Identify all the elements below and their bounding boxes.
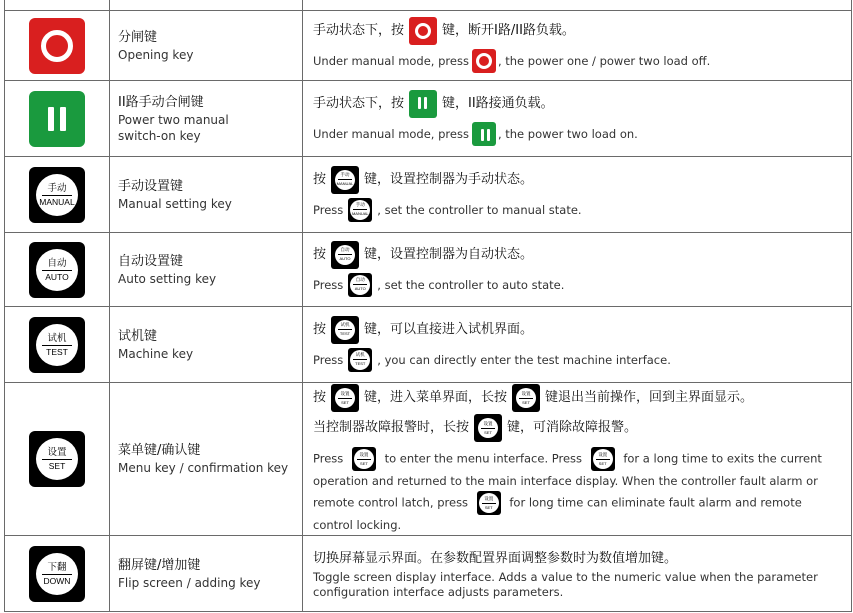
desc-en: Press 试机 TEST , you can directly enter the test machine interface. — [313, 345, 845, 375]
open-button-icon — [472, 49, 496, 73]
test-key-icon: 试机 TEST — [331, 316, 359, 344]
desc-zh: 手动状态下，按 键，断开I路/II路负载。 — [313, 16, 845, 46]
switch-on-button-icon — [409, 90, 437, 118]
desc-zh: 按 试机 TEST 键，可以直接进入试机界面。 — [313, 315, 845, 345]
open-button-icon — [409, 17, 437, 45]
table-row — [5, 383, 852, 536]
table-row — [5, 233, 852, 307]
key-name-zh: II路手动合闸键 — [118, 94, 204, 110]
table-row — [5, 307, 852, 383]
desc-en: Press 设置 SET to enter the menu interface. Press 设置 SET for a long time to exits the current operation and returned to the main interface display. When the controller fault alarm or remote control latch, press 设置 SET for long time can eliminate fault alarm and remote control locking. — [313, 447, 845, 535]
key-name-zh: 自动设置键 — [118, 253, 184, 269]
table-row — [5, 11, 852, 81]
desc-zh: 按 手动 MANUAL 键，设置控制器为手动状态。 — [313, 165, 845, 195]
key-name-en: Machine key — [118, 346, 194, 361]
open-button-icon — [29, 18, 85, 74]
desc-zh: 按 自动 AUTO 键，设置控制器为自动状态。 — [313, 240, 845, 270]
set-key-icon: 设置 SET — [331, 384, 359, 412]
key-name-en-2: switch-on key — [118, 128, 201, 143]
set-key-icon: 设置 SET — [352, 447, 376, 471]
down-key-icon: 下翻 DOWN — [29, 546, 85, 602]
table-row — [5, 81, 852, 157]
test-key-icon: 试机 TEST — [29, 317, 85, 373]
auto-key-icon: 自动 AUTO — [348, 273, 372, 297]
key-name-en: Opening key — [118, 47, 194, 62]
key-name-zh: 菜单键/确认键 — [118, 443, 201, 458]
desc-en: Toggle screen display interface. Adds a value to the numeric value when the parameter configuration interface adjusts parameters. — [313, 569, 818, 599]
key-name-zh: 翻屏键/增加键 — [118, 557, 201, 573]
desc-en: Press 手动 MANUAL , set the controller to manual state. — [313, 195, 845, 225]
key-function-table — [4, 0, 852, 612]
table-row — [5, 536, 852, 612]
set-key-icon: 设置 SET — [474, 414, 502, 442]
key-name-zh: 手动设置键 — [118, 178, 184, 194]
desc-en: Under manual mode, press , the power one / power two load off. — [313, 46, 845, 76]
key-name-zh: 分闸键 — [118, 29, 158, 45]
desc-en: Press 自动 AUTO , set the controller to auto state. — [313, 270, 845, 300]
key-name-zh: 试机键 — [118, 328, 158, 344]
key-name-en: Flip screen / adding key — [118, 575, 261, 590]
switch-on-button-icon — [472, 122, 496, 146]
set-key-icon: 设置 SET — [591, 447, 615, 471]
key-name-en: Menu key / confirmation key — [118, 461, 289, 475]
switch-on-button-icon — [29, 91, 85, 147]
manual-key-icon: 手动 MANUAL — [348, 198, 372, 222]
key-name-en: Power two manual — [118, 112, 229, 127]
desc-zh: 手动状态下，按 键，II路接通负载。 — [313, 89, 845, 119]
manual-key-icon: 手动 MANUAL — [29, 167, 85, 223]
manual-key-icon: 手动 MANUAL — [331, 166, 359, 194]
desc-zh: 切换屏幕显示界面。在参数配置界面调整参数时为数值增加键。 — [313, 550, 678, 566]
key-name-en: Manual setting key — [118, 196, 232, 211]
key-name-en: Auto setting key — [118, 271, 217, 286]
auto-key-icon: 自动 AUTO — [331, 241, 359, 269]
set-key-icon: 设置 SET — [29, 431, 85, 487]
desc-en: Under manual mode, press , the power two load on. — [313, 119, 845, 149]
table-row — [5, 157, 852, 233]
desc-zh-line2: 当控制器故障报警时，长按 设置 SET 键，可消除故障报警。 — [313, 413, 845, 443]
set-key-icon: 设置 SET — [477, 491, 501, 515]
auto-key-icon: 自动 AUTO — [29, 242, 85, 298]
desc-zh-line1: 按 设置 SET 键，进入菜单界面，长按 设置 SET 键退出当前操作，回到主界面显示。 — [313, 383, 845, 413]
test-key-icon: 试机 TEST — [348, 348, 372, 372]
table-row-header-stub — [5, 0, 852, 11]
set-key-icon: 设置 SET — [512, 384, 540, 412]
